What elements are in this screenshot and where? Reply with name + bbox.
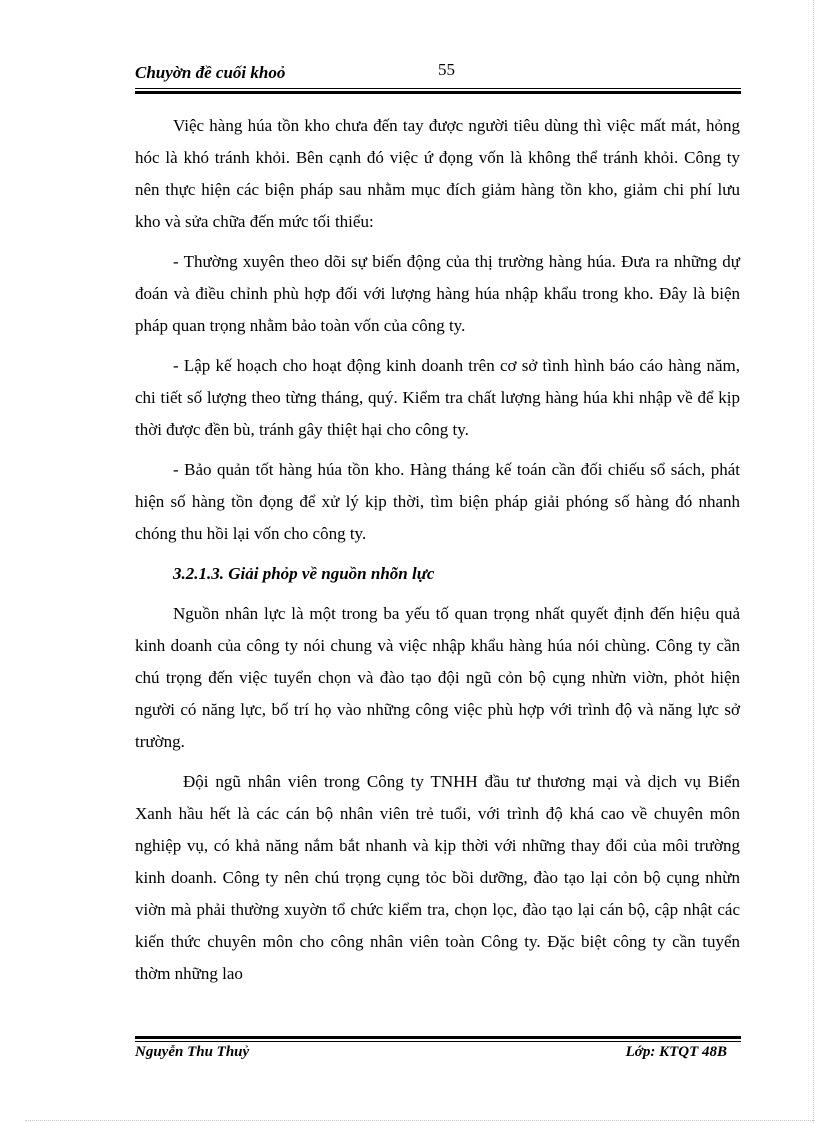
class-label: Lớp: KTQT 48B	[625, 1044, 727, 1060]
header-rule-thin	[135, 88, 741, 89]
page-footer	[135, 1044, 741, 1068]
footer-rule-thick	[135, 1036, 741, 1039]
paragraph: - Bảo quản tốt hàng húa tồn kho. Hàng tháng kế toán cần đối chiếu sổ sách, phát hiện số hàng tồn đọng để xử lý kịp thời, tìm biện pháp giải phóng số hàng đó nhanh chóng thu hồi lại vốn cho công ty.	[135, 460, 740, 543]
paragraph: Việc hàng húa tồn kho chưa đến tay được người tiêu dùng thì việc mất mát, hỏng hóc là khó tránh khỏi. Bên cạnh đó việc ứ đọng vốn là không thể tránh khỏi. Công ty nên thực hiện các biện pháp sau nhằm mục đích giảm hàng tồn kho, giảm chi phí lưu kho và sửa chữa đến mức tối thiểu:	[135, 116, 740, 231]
document-body	[135, 110, 740, 998]
page-edge-right	[813, 0, 814, 1123]
paragraph: Đội ngũ nhân viên trong Công ty TNHH đầu tư thương mại và dịch vụ Biển Xanh hầu hết là các cán bộ nhân viên trẻ tuổi, với trình độ khá cao về chuyên môn nghiệp vụ, có khả năng nắm bắt nhanh và kịp thời với những thay đổi của môi trường kinh doanh. Công ty nên chú trọng cụng tỏc bồi dưỡng, đào tạo lại cỏn bộ cụng nhừn viờn mà phải thường xuyờn tổ chức kiểm tra, chọn lọc, đào tạo lại cán bộ, cập nhật các kiến thức chuyên môn cho công nhân viên toàn Công ty. Đặc biệt công ty cần tuyển thờm những lao	[135, 772, 740, 983]
document-title: Chuyờn đề cuối khoỏ	[135, 63, 286, 82]
footer-rule-thin	[135, 1041, 741, 1042]
paragraph: Nguồn nhân lực là một trong ba yếu tố quan trọng nhất quyết định đến hiệu quả kinh doanh của công ty nói chung và việc nhập khẩu hàng húa nói chùng. Công ty cần chú trọng đến việc tuyển chọn và đào tạo đội ngũ cỏn bộ cụng nhừn viờn, phỏt hiện người có năng lực, bố trí họ vào những công việc phù hợp với trình độ và năng lực sở trường.	[135, 604, 740, 751]
paragraph: - Lập kế hoạch cho hoạt động kinh doanh trên cơ sở tình hình báo cáo hàng năm, chi tiết số lượng theo từng tháng, quý. Kiểm tra chất lượng hàng húa khi nhập về để kịp thời được đền bù, tránh gây thiệt hại cho công ty.	[135, 356, 740, 439]
page-edge-bottom	[25, 1120, 815, 1121]
page-header	[135, 60, 741, 84]
author-name: Nguyễn Thu Thuỷ	[135, 1044, 250, 1060]
header-rule-thick	[135, 91, 741, 94]
page-number: 55	[438, 60, 455, 79]
paragraph: - Thường xuyên theo dõi sự biến động của thị trường hàng húa. Đưa ra những dự đoán và điều chỉnh phù hợp đối với lượng hàng húa nhập khẩu trong kho. Đây là biện pháp quan trọng nhằm bảo toàn vốn của công ty.	[135, 252, 740, 335]
section-heading: 3.2.1.3. Giải phỏp về nguồn nhõn lực	[173, 564, 435, 583]
